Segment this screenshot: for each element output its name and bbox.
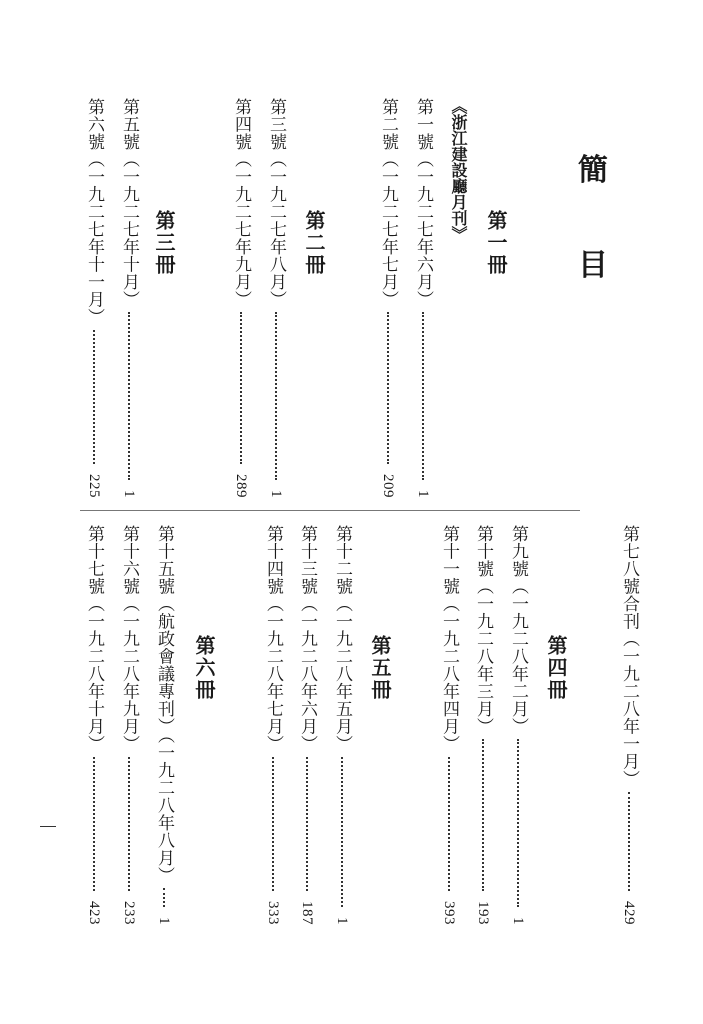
entry-label: 第十四號（一九二八年七月）	[263, 525, 283, 753]
entry-page: 225	[86, 474, 102, 498]
entry-page: 1	[510, 917, 526, 925]
entry-label: 第一號（一九二七年六月）	[413, 98, 433, 308]
title-char-mu: 目	[578, 248, 608, 283]
dot-leader	[93, 330, 95, 465]
volume-header-6: 第六冊	[192, 635, 216, 701]
entry-label: 第十一號（一九二八年四月）	[439, 525, 459, 753]
toc-entry-issue-12[interactable]	[331, 525, 353, 925]
dot-leader	[275, 312, 277, 480]
entry-page: 1	[415, 490, 431, 498]
toc-entry-issue-5[interactable]	[118, 98, 140, 498]
volume-header-3: 第三冊	[152, 210, 176, 276]
entry-page: 393	[441, 901, 457, 925]
entry-label: 第五號（一九二七年十月）	[119, 98, 139, 308]
toc-entry-issue-16[interactable]	[118, 525, 140, 925]
entry-label: 第十六號（一九二八年九月）	[119, 525, 139, 753]
entry-page: 423	[86, 901, 102, 925]
toc-entry-issue-9[interactable]	[507, 525, 529, 925]
entry-label: 第三號（一九二七年八月）	[266, 98, 286, 308]
toc-entry-issue-1[interactable]	[412, 98, 434, 498]
entry-label: 第十號（一九二八年三月）	[473, 525, 493, 735]
dot-leader	[128, 757, 130, 892]
entry-page: 193	[475, 901, 491, 925]
entry-label: 第四號（一九二七年九月）	[231, 98, 251, 308]
toc-entry-issue-10[interactable]	[472, 525, 494, 925]
toc-entry-issue-14[interactable]	[262, 525, 284, 925]
volume-header-1: 第一冊	[484, 210, 508, 276]
dot-leader	[517, 739, 519, 907]
entry-page: 187	[299, 901, 315, 925]
dot-leader	[163, 888, 165, 907]
entry-label: 第十二號（一九二八年五月）	[332, 525, 352, 753]
entry-label: 第十五號（航政會議專刊）（一九二八年八月）	[154, 525, 174, 884]
entry-label: 第七八號合刊（一九二八年一月）	[619, 525, 639, 788]
entry-page: 429	[621, 901, 637, 925]
dot-leader	[306, 757, 308, 892]
entry-page: 1	[121, 490, 137, 498]
entry-page: 1	[268, 490, 284, 498]
volume-header-5: 第五冊	[368, 635, 392, 701]
toc-entry-issue-17[interactable]	[83, 525, 105, 925]
entry-page: 233	[121, 901, 137, 925]
dot-leader	[422, 312, 424, 480]
toc-entry-issue-6[interactable]	[83, 98, 105, 498]
dot-leader	[341, 757, 343, 908]
entry-page: 289	[233, 474, 249, 498]
toc-entry-issue-3[interactable]	[265, 98, 287, 498]
dot-leader	[387, 312, 389, 464]
dot-leader	[448, 757, 450, 892]
entry-page: 1	[334, 917, 350, 925]
toc-entry-issue-11[interactable]	[438, 525, 460, 925]
entry-page: 1	[156, 917, 172, 925]
folio-page-number	[40, 826, 56, 827]
dot-leader	[128, 312, 130, 480]
toc-entry-issue-13[interactable]	[296, 525, 318, 925]
volume-header-4: 第四冊	[544, 635, 568, 701]
section-divider	[80, 510, 580, 511]
entry-label: 第二號（一九二七年七月）	[378, 98, 398, 308]
toc-entry-issue-4[interactable]	[230, 98, 252, 498]
entry-label: 第九號（一九二八年二月）	[508, 525, 528, 735]
dot-leader	[628, 792, 630, 892]
volume-header-2: 第二冊	[302, 210, 326, 276]
title-char-jian: 簡	[578, 153, 608, 188]
toc-entry-issue-15[interactable]	[153, 525, 175, 925]
entry-page: 209	[380, 474, 396, 498]
entry-label: 第六號（一九二七年十一月）	[84, 98, 104, 326]
entry-label: 第十七號（一九二八年十月）	[84, 525, 104, 753]
toc-entry-issue-7-8[interactable]	[618, 525, 640, 925]
dot-leader	[93, 757, 95, 892]
toc-entry-issue-2[interactable]	[377, 98, 399, 498]
dot-leader	[240, 312, 242, 464]
dot-leader	[482, 739, 484, 891]
journal-title: 《浙江建設廳月刊》	[449, 98, 468, 242]
dot-leader	[272, 757, 274, 892]
entry-page: 333	[265, 901, 281, 925]
entry-label: 第十三號（一九二八年六月）	[297, 525, 317, 753]
